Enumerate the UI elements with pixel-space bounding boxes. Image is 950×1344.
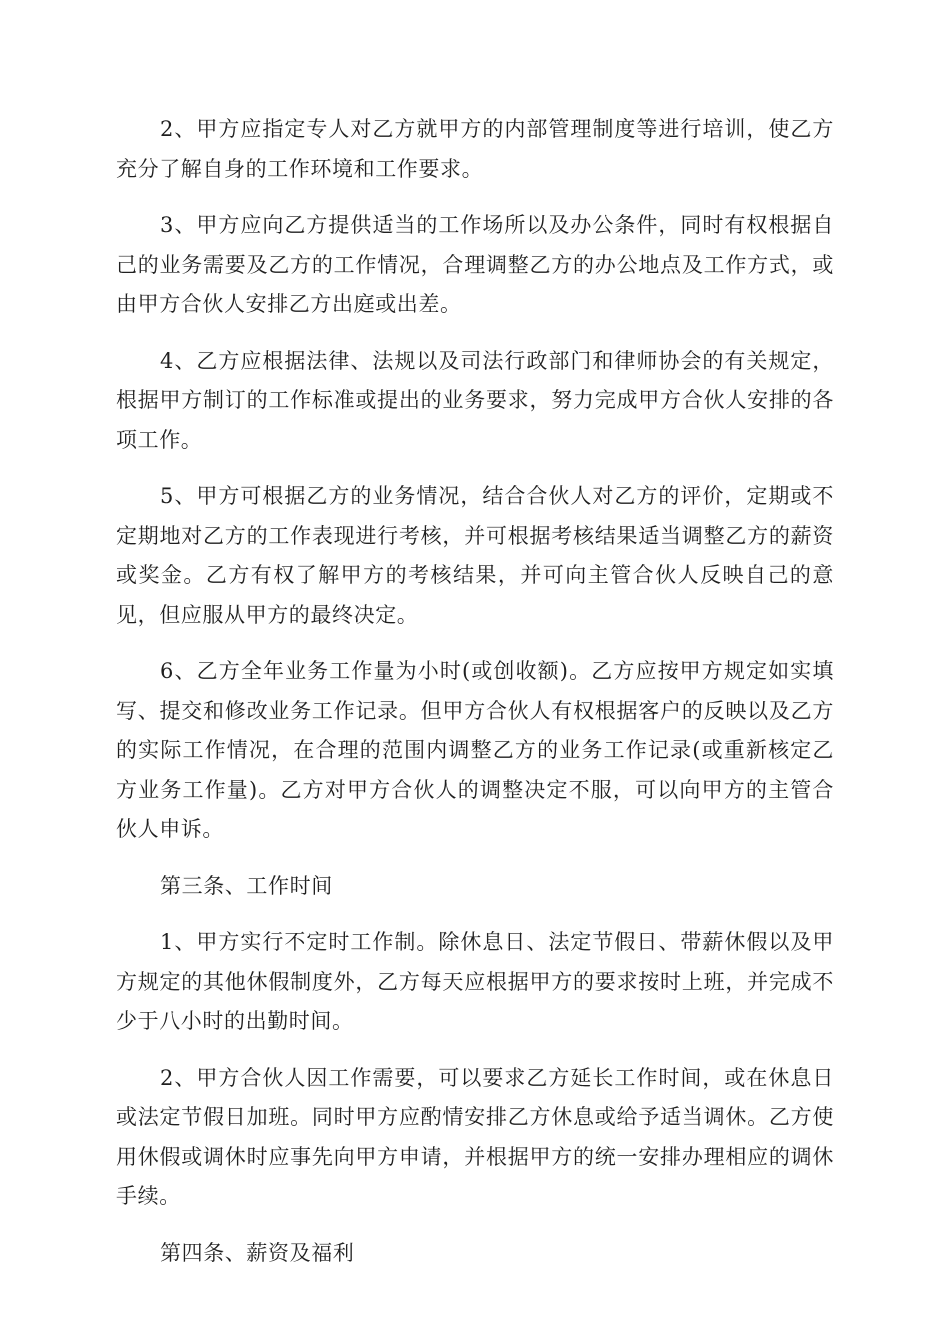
paragraph-clause-3: 3、甲方应向乙方提供适当的工作场所以及办公条件，同时有权根据自己的业务需要及乙方的工作情况，合理调整乙方的办公地点及工作方式，或由甲方合伙人安排乙方出庭或出差。 (116, 213, 834, 316)
paragraph-clause-4: 4、乙方应根据法律、法规以及司法行政部门和律师协会的有关规定，根据甲方制订的工作标准或提出的业务要求，努力完成甲方合伙人安排的各项工作。 (116, 348, 834, 452)
section-4-heading: 第四条、薪资及福利 (160, 1240, 355, 1265)
document-body (116, 110, 834, 1290)
paragraph-clause-6: 6、乙方全年业务工作量为小时(或创收额)。乙方应按甲方规定如实填写、提交和修改业务工作记录。但甲方合伙人有权根据客户的反映以及乙方的实际工作情况，在合理的范围内调整乙方的业务工作记录(或重新核定乙方业务工作量)。乙方对甲方合伙人的调整决定不服，可以向甲方的主管合伙人申诉。 (116, 659, 834, 841)
paragraph-clause-2: 2、甲方应指定专人对乙方就甲方的内部管理制度等进行培训，使乙方充分了解自身的工作环境和工作要求。 (116, 117, 834, 181)
section-3-paragraph-2: 2、甲方合伙人因工作需要，可以要求乙方延长工作时间，或在休息日或法定节假日加班。同时甲方应酌情安排乙方休息或给予适当调休。乙方使用休假或调休时应事先向甲方申请，并根据甲方的统一安排办理相应的调休手续。 (116, 1065, 834, 1208)
section-3-paragraph-1: 1、甲方实行不定时工作制。除休息日、法定节假日、带薪休假以及甲方规定的其他休假制度外，乙方每天应根据甲方的要求按时上班，并完成不少于八小时的出勤时间。 (116, 930, 834, 1033)
section-3-heading: 第三条、工作时间 (160, 873, 333, 898)
paragraph-clause-5: 5、甲方可根据乙方的业务情况，结合合伙人对乙方的评价，定期或不定期地对乙方的工作表现进行考核，并可根据考核结果适当调整乙方的薪资或奖金。乙方有权了解甲方的考核结果，并可向主管合伙人反映自己的意见，但应服从甲方的最终决定。 (116, 484, 834, 627)
